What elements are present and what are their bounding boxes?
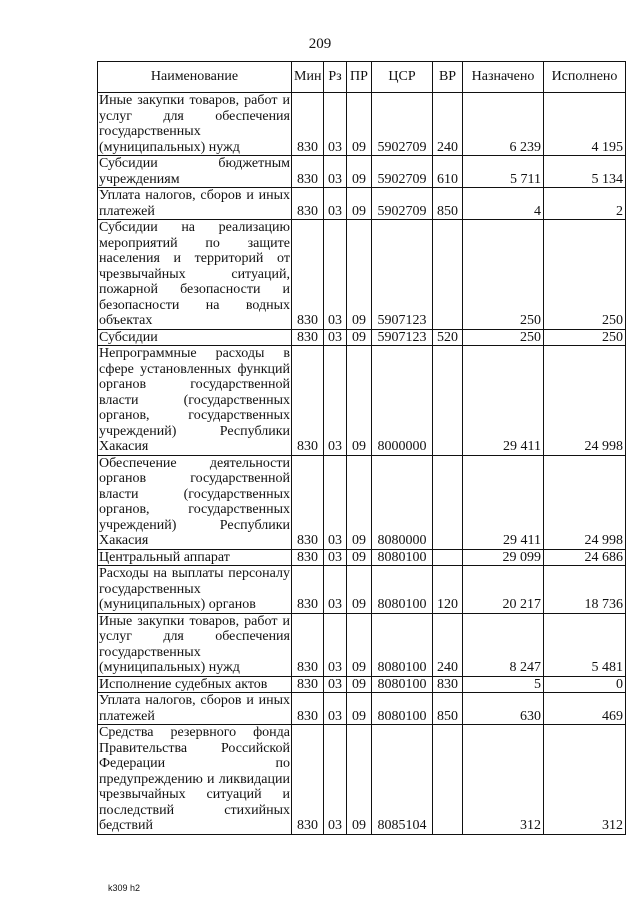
cell-name: Иные закупки товаров, работ и услуг для обеспечения государственных (муниципальных) нужд [99, 613, 290, 675]
cell-assigned: 8 247 [463, 613, 544, 676]
table-row [98, 693, 626, 725]
cell-csr: 8000000 [372, 346, 433, 456]
cell-executed: 24 998 [544, 455, 626, 549]
cell-executed: 2 [544, 188, 626, 220]
cell-rz: 03 [324, 693, 347, 725]
footer-code: k309 h2 [108, 883, 141, 893]
cell-assigned: 4 [463, 188, 544, 220]
cell-pr: 09 [347, 93, 372, 156]
cell-min: 830 [292, 93, 324, 156]
column-header-vr: ВР [433, 62, 463, 93]
cell-name: Расходы на выплаты персоналу государственных (муниципальных) органов [99, 566, 290, 612]
cell-min: 830 [292, 613, 324, 676]
cell-csr: 5902709 [372, 156, 433, 188]
cell-name: Непрограммные расходы в сфере установленных функций органов государственной власти (государственных органов, государственных учреждений) Республики Хакасия [99, 346, 290, 454]
column-header-assigned: Назначено [463, 62, 544, 93]
cell-name: Обеспечение деятельности органов государственной власти (государственных органов, государственных учреждений) Республики Хакасия [99, 455, 290, 548]
cell-rz: 03 [324, 566, 347, 614]
cell-min: 830 [292, 329, 324, 346]
cell-pr: 09 [347, 455, 372, 549]
cell-min: 830 [292, 566, 324, 614]
column-header-executed: Исполнено [544, 62, 626, 93]
column-header-rz: Рз [324, 62, 347, 93]
cell-min: 830 [292, 693, 324, 725]
page-number: 209 [308, 36, 332, 52]
cell-assigned: 5 [463, 676, 544, 693]
cell-min: 830 [292, 220, 324, 330]
table-row [98, 725, 626, 835]
column-header-csr: ЦСР [372, 62, 433, 93]
cell-csr: 5902709 [372, 93, 433, 156]
table-row [98, 566, 626, 614]
table-row [98, 613, 626, 676]
table-row [98, 156, 626, 188]
cell-name: Уплата налогов, сборов и иных платежей [99, 188, 290, 219]
cell-name: Уплата налогов, сборов и иных платежей [99, 693, 290, 724]
cell-executed: 24 686 [544, 549, 626, 566]
cell-min: 830 [292, 725, 324, 835]
cell-rz: 03 [324, 346, 347, 456]
cell-min: 830 [292, 188, 324, 220]
cell-name: Центральный аппарат [98, 549, 292, 566]
cell-pr: 09 [347, 346, 372, 456]
cell-name: Иные закупки товаров, работ и услуг для обеспечения государственных (муниципальных) нужд [99, 93, 290, 155]
cell-executed: 250 [544, 329, 626, 346]
column-header-pr: ПР [347, 62, 372, 93]
cell-executed: 24 998 [544, 346, 626, 456]
cell-csr: 5907123 [372, 220, 433, 330]
cell-name: Исполнение судебных актов [98, 676, 292, 693]
cell-name: Субсидии бюджетным учреждениям [99, 156, 290, 187]
cell-vr: 120 [433, 566, 463, 614]
cell-vr [433, 549, 463, 566]
cell-executed: 312 [544, 725, 626, 835]
cell-vr: 610 [433, 156, 463, 188]
cell-pr: 09 [347, 156, 372, 188]
cell-vr [433, 346, 463, 456]
cell-rz: 03 [324, 613, 347, 676]
column-header-name: Наименование [98, 62, 292, 93]
cell-pr: 09 [347, 188, 372, 220]
cell-assigned: 6 239 [463, 93, 544, 156]
cell-assigned: 312 [463, 725, 544, 835]
cell-csr: 8080100 [372, 693, 433, 725]
cell-min: 830 [292, 156, 324, 188]
table-row [98, 346, 626, 456]
cell-assigned: 250 [463, 329, 544, 346]
cell-name: Субсидии на реализацию мероприятий по защите населения и территорий от чрезвычайных ситуаций, пожарной безопасности и безопасности на водных объектах [99, 220, 290, 328]
cell-csr: 8080100 [372, 549, 433, 566]
cell-csr: 5902709 [372, 188, 433, 220]
cell-csr: 8080100 [372, 676, 433, 693]
table-row [98, 676, 626, 693]
cell-pr: 09 [347, 220, 372, 330]
cell-pr: 09 [347, 566, 372, 614]
cell-assigned: 29 411 [463, 346, 544, 456]
cell-pr: 09 [347, 725, 372, 835]
cell-name: Субсидии [98, 329, 292, 346]
cell-name: Средства резервного фонда Правительства Российской Федерации по предупреждению и ликвидации чрезвычайных ситуаций и последствий стихийных бедствий [99, 725, 290, 833]
cell-csr: 5907123 [372, 329, 433, 346]
cell-executed: 5 481 [544, 613, 626, 676]
cell-executed: 4 195 [544, 93, 626, 156]
cell-rz: 03 [324, 93, 347, 156]
cell-csr: 8080100 [372, 613, 433, 676]
cell-pr: 09 [347, 329, 372, 346]
cell-min: 830 [292, 455, 324, 549]
cell-rz: 03 [324, 676, 347, 693]
cell-executed: 18 736 [544, 566, 626, 614]
table-row [98, 220, 626, 330]
cell-pr: 09 [347, 693, 372, 725]
cell-executed: 250 [544, 220, 626, 330]
cell-vr: 520 [433, 329, 463, 346]
cell-vr: 240 [433, 93, 463, 156]
cell-rz: 03 [324, 329, 347, 346]
cell-assigned: 29 099 [463, 549, 544, 566]
cell-executed: 469 [544, 693, 626, 725]
cell-csr: 8080100 [372, 566, 433, 614]
cell-pr: 09 [347, 613, 372, 676]
cell-assigned: 20 217 [463, 566, 544, 614]
cell-assigned: 5 711 [463, 156, 544, 188]
cell-vr [433, 725, 463, 835]
cell-rz: 03 [324, 220, 347, 330]
table-row [98, 455, 626, 549]
cell-rz: 03 [324, 549, 347, 566]
cell-pr: 09 [347, 549, 372, 566]
table-row [98, 549, 626, 566]
cell-min: 830 [292, 549, 324, 566]
cell-pr: 09 [347, 676, 372, 693]
cell-csr: 8085104 [372, 725, 433, 835]
table-row [98, 188, 626, 220]
cell-rz: 03 [324, 156, 347, 188]
column-header-min: Мин [292, 62, 324, 93]
budget-table [97, 61, 626, 835]
cell-min: 830 [292, 346, 324, 456]
table-row [98, 93, 626, 156]
cell-rz: 03 [324, 725, 347, 835]
cell-min: 830 [292, 676, 324, 693]
cell-rz: 03 [324, 188, 347, 220]
cell-executed: 5 134 [544, 156, 626, 188]
cell-assigned: 250 [463, 220, 544, 330]
table-header-row [98, 62, 626, 93]
cell-vr: 240 [433, 613, 463, 676]
table-row [98, 329, 626, 346]
cell-executed: 0 [544, 676, 626, 693]
cell-assigned: 29 411 [463, 455, 544, 549]
cell-vr [433, 220, 463, 330]
cell-assigned: 630 [463, 693, 544, 725]
cell-vr [433, 455, 463, 549]
cell-vr: 850 [433, 693, 463, 725]
cell-rz: 03 [324, 455, 347, 549]
cell-vr: 850 [433, 188, 463, 220]
cell-csr: 8080000 [372, 455, 433, 549]
cell-vr: 830 [433, 676, 463, 693]
